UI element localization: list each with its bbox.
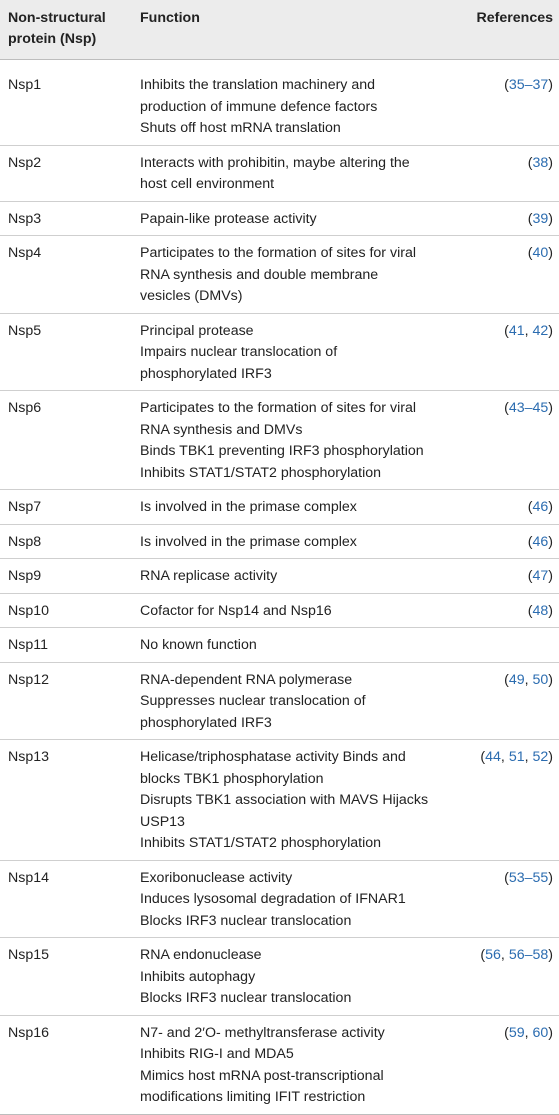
- function-cell: [132, 662, 437, 740]
- function-line: Blocks IRF3 nuclear translocation: [140, 990, 352, 1006]
- table-row: [0, 662, 559, 740]
- function-line: Principal protease: [140, 322, 254, 339]
- reference-list: (39): [527, 210, 553, 227]
- references-cell: [437, 860, 559, 938]
- reference-list: (46): [527, 499, 553, 515]
- function-line: Is involved in the primase complex: [140, 533, 357, 550]
- function-cell: [132, 60, 437, 146]
- function-line: Suppresses nuclear translocation of phosphorylated IRF3: [140, 693, 366, 731]
- nsp-name-cell: Nsp16: [8, 1024, 50, 1041]
- function-line: Binds TBK1 preventing IRF3 phosphorylation: [140, 443, 424, 459]
- function-line: Participates to the formation of sites for viral RNA synthesis and DMVs: [140, 400, 416, 438]
- reference-link[interactable]: 59: [508, 1024, 525, 1041]
- references-cell: [437, 628, 559, 663]
- reference-link[interactable]: 47: [532, 568, 549, 584]
- function-line: Inhibits RIG-I and MDA5: [140, 1046, 294, 1062]
- function-cell: [132, 201, 437, 236]
- nsp-name-cell: Nsp6: [8, 400, 42, 416]
- reference-link[interactable]: 49: [508, 671, 525, 688]
- table-row: [0, 860, 559, 938]
- table-row: [0, 236, 559, 314]
- table-row: [0, 559, 559, 594]
- references-cell: [437, 524, 559, 559]
- function-line: Exoribonuclease activity: [140, 869, 293, 886]
- table-row: [0, 60, 559, 146]
- table-row: [0, 391, 559, 490]
- function-line: Papain-like protease activity: [140, 210, 317, 227]
- reference-list: (59, 60): [504, 1024, 553, 1041]
- reference-link[interactable]: 35–37: [508, 77, 549, 93]
- reference-link[interactable]: 48: [532, 602, 549, 619]
- reference-link[interactable]: 43–45: [508, 400, 549, 416]
- function-line: Helicase/triphosphatase activity Binds and blocks TBK1 phosphorylation: [140, 749, 406, 787]
- function-cell: [132, 490, 437, 525]
- nsp-name-cell: Nsp10: [8, 602, 50, 619]
- table-row: [0, 628, 559, 663]
- function-line: Is involved in the primase complex: [140, 499, 357, 515]
- function-line: RNA replicase activity: [140, 568, 278, 584]
- nsp-name-cell: Nsp9: [8, 568, 42, 584]
- function-line: No known function: [140, 637, 257, 653]
- references-cell: [437, 938, 559, 1016]
- function-cell: [132, 740, 437, 861]
- function-line: Mimics host mRNA post-transcriptional modifications limiting IFIT restriction: [140, 1067, 384, 1105]
- reference-list: (43–45): [504, 400, 553, 416]
- function-line: Inhibits the translation machinery and production of immune defence factors: [140, 77, 378, 115]
- reference-link[interactable]: 60: [532, 1024, 549, 1041]
- reference-list: (35–37): [504, 77, 553, 93]
- function-line: Impairs nuclear translocation of phosphorylated IRF3: [140, 344, 338, 382]
- nsp-name-cell: Nsp1: [8, 77, 42, 93]
- function-cell: [132, 1015, 437, 1114]
- function-line: Cofactor for Nsp14 and Nsp16: [140, 602, 332, 619]
- reference-list: (47): [527, 568, 553, 584]
- nsp-name-cell: Nsp12: [8, 671, 50, 688]
- reference-list: (38): [527, 154, 553, 171]
- reference-link[interactable]: 41: [508, 322, 525, 339]
- reference-link[interactable]: 56–58: [508, 947, 549, 963]
- function-cell: [132, 938, 437, 1016]
- reference-link[interactable]: 44: [485, 749, 501, 765]
- reference-link[interactable]: 50: [532, 671, 549, 688]
- reference-list: (48): [527, 602, 553, 619]
- nsp-name-cell: Nsp8: [8, 533, 42, 550]
- references-cell: [437, 391, 559, 490]
- function-line: Shuts off host mRNA translation: [140, 120, 341, 136]
- reference-link[interactable]: 46: [532, 533, 549, 550]
- function-line: N7- and 2′O- methyltransferase activity: [140, 1024, 385, 1041]
- function-line: Participates to the formation of sites for viral RNA synthesis and double membrane vesicles (DMVs): [140, 245, 416, 304]
- function-line: Induces lysosomal degradation of IFNAR1: [140, 891, 406, 907]
- references-cell: [437, 145, 559, 201]
- nsp-name-cell: Nsp14: [8, 869, 50, 886]
- references-cell: [437, 313, 559, 391]
- reference-list: (53–55): [504, 869, 553, 886]
- reference-link[interactable]: 51: [508, 749, 525, 765]
- header-function: Function: [140, 10, 200, 26]
- header-nsp: Non-structural protein (Nsp): [8, 10, 106, 47]
- table-row: [0, 524, 559, 559]
- nsp-name-cell: Nsp4: [8, 245, 42, 261]
- reference-link[interactable]: 42: [532, 322, 549, 339]
- function-line: Interacts with prohibitin, maybe altering the host cell environment: [140, 154, 410, 192]
- table-row: [0, 938, 559, 1016]
- nsp-name-cell: Nsp5: [8, 322, 42, 339]
- reference-list: (56, 56–58): [480, 947, 553, 963]
- nsp-name-cell: Nsp13: [8, 749, 50, 765]
- reference-link[interactable]: 40: [532, 245, 549, 261]
- function-cell: [132, 145, 437, 201]
- reference-link[interactable]: 52: [532, 749, 549, 765]
- function-line: Inhibits STAT1/STAT2 phosphorylation: [140, 464, 382, 481]
- function-line: Inhibits STAT1/STAT2 phosphorylation: [140, 835, 382, 851]
- references-cell: [437, 201, 559, 236]
- references-cell: [437, 593, 559, 628]
- reference-link[interactable]: 46: [532, 499, 549, 515]
- function-line: Inhibits autophagy: [140, 968, 256, 985]
- header-row: [0, 0, 559, 60]
- reference-list: (40): [527, 245, 553, 261]
- references-cell: [437, 490, 559, 525]
- function-cell: [132, 313, 437, 391]
- function-cell: [132, 860, 437, 938]
- references-cell: [437, 559, 559, 594]
- nsp-name-cell: Nsp7: [8, 499, 42, 515]
- table-row: [0, 740, 559, 861]
- table-row: [0, 593, 559, 628]
- table-row: [0, 145, 559, 201]
- reference-link[interactable]: 53–55: [508, 869, 549, 886]
- reference-list: (49, 50): [504, 671, 553, 688]
- function-cell: [132, 236, 437, 314]
- header-references: References: [476, 10, 553, 26]
- nsp-name-cell: Nsp11: [8, 637, 48, 653]
- reference-link[interactable]: 38: [532, 154, 549, 171]
- reference-link[interactable]: 56: [485, 947, 501, 963]
- function-cell: [132, 559, 437, 594]
- nsp-name-cell: Nsp2: [8, 154, 42, 171]
- function-line: RNA endonuclease: [140, 947, 262, 963]
- function-line: RNA-dependent RNA polymerase: [140, 671, 353, 688]
- table-row: [0, 313, 559, 391]
- nsp-name-cell: Nsp3: [8, 210, 42, 227]
- reference-link[interactable]: 39: [532, 210, 549, 227]
- reference-list: (46): [527, 533, 553, 550]
- function-cell: [132, 391, 437, 490]
- references-cell: [437, 740, 559, 861]
- references-cell: [437, 662, 559, 740]
- reference-list: (41, 42): [504, 322, 553, 339]
- references-cell: [437, 236, 559, 314]
- table-header: [0, 0, 559, 60]
- table-body: [0, 60, 559, 1115]
- references-cell: [437, 1015, 559, 1114]
- table-row: [0, 1015, 559, 1114]
- function-cell: [132, 628, 437, 663]
- table-row: [0, 490, 559, 525]
- function-line: Disrupts TBK1 association with MAVS Hijacks USP13: [140, 792, 429, 830]
- function-line: Blocks IRF3 nuclear translocation: [140, 912, 352, 929]
- function-cell: [132, 524, 437, 559]
- reference-list: (44, 51, 52): [480, 749, 553, 765]
- table-row: [0, 201, 559, 236]
- nsp-name-cell: Nsp15: [8, 947, 50, 963]
- references-cell: [437, 60, 559, 146]
- function-cell: [132, 593, 437, 628]
